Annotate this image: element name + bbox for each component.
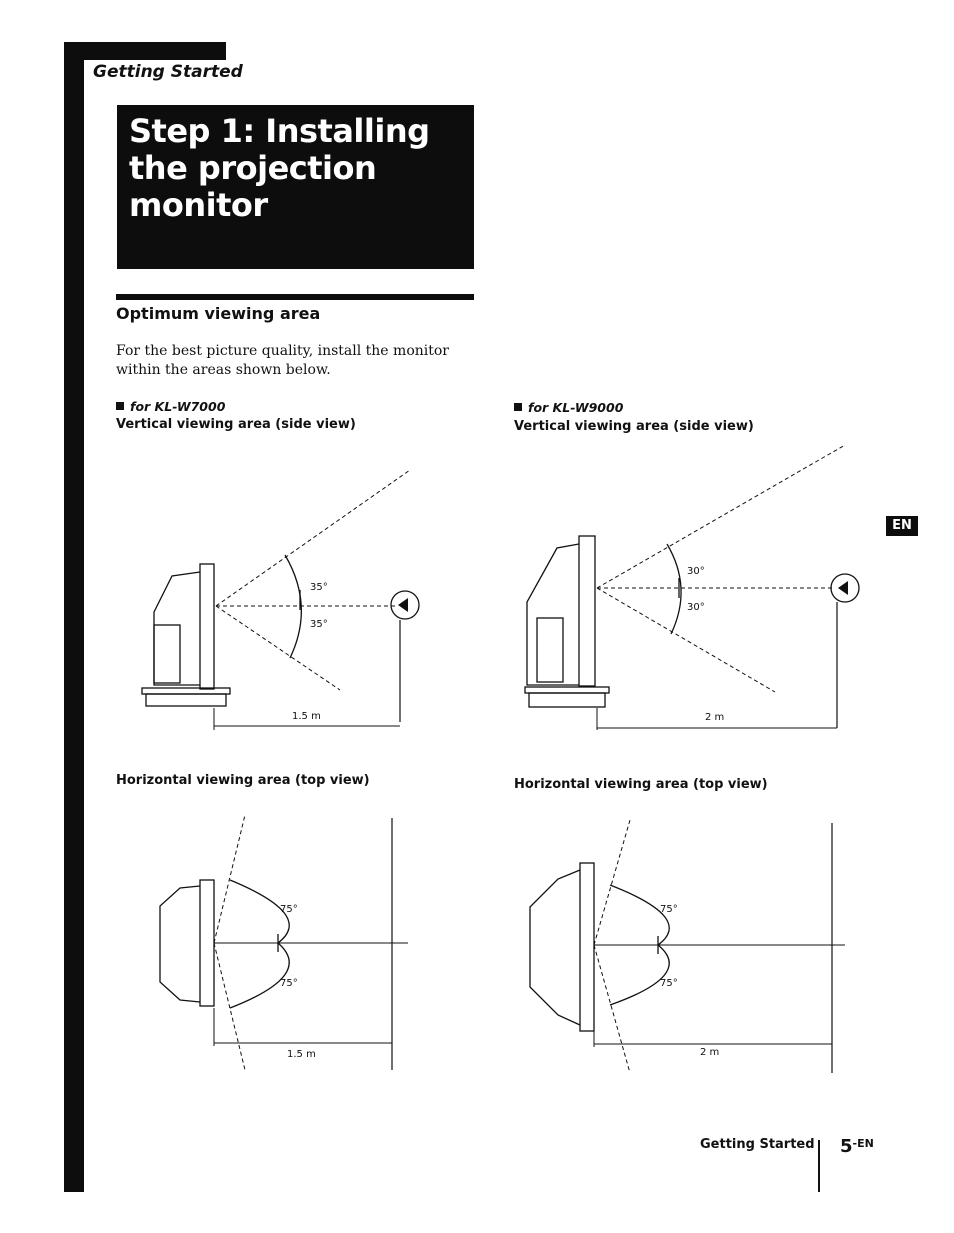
model-label-left	[116, 399, 225, 414]
page-number-suffix: -EN	[852, 1137, 874, 1150]
left-margin-bar	[64, 42, 84, 1192]
angle-bottom-right: 30°	[687, 602, 705, 613]
footer-divider	[818, 1140, 820, 1192]
h-angle-top-right: 75°	[660, 904, 678, 915]
title-box	[117, 105, 474, 269]
vertical-diagram-left	[130, 460, 430, 735]
horizontal-title-left: Horizontal viewing area (top view)	[116, 773, 370, 788]
horizontal-diagram-left	[150, 810, 420, 1075]
vertical-title-left: Vertical viewing area (side view)	[116, 417, 356, 432]
page-number-value: 5	[840, 1136, 853, 1157]
distance-left: 1.5 m	[292, 711, 321, 722]
title-line-3: monitor	[129, 186, 268, 224]
heading-rule	[116, 294, 474, 300]
angle-top-left: 35°	[310, 582, 328, 593]
page-number	[840, 1136, 874, 1157]
language-badge: EN	[886, 516, 918, 536]
bullet-square-icon	[514, 403, 522, 411]
bullet-square-icon	[116, 402, 124, 410]
h-distance-right: 2 m	[700, 1047, 720, 1058]
model-name-right: for KL-W9000	[528, 400, 624, 415]
top-section-tab	[64, 42, 226, 60]
angle-bottom-left: 35°	[310, 619, 328, 630]
intro-text: For the best picture quality, install the monitor within the areas shown below.	[116, 343, 449, 378]
model-label-right	[514, 400, 623, 415]
h-angle-bottom-left: 75°	[280, 978, 298, 989]
horizontal-title-right: Horizontal viewing area (top view)	[514, 777, 768, 792]
distance-right: 2 m	[705, 712, 725, 723]
model-name-left: for KL-W7000	[130, 399, 226, 414]
title-line-2: the projection	[129, 149, 377, 187]
optimum-heading: Optimum viewing area	[116, 304, 321, 323]
footer-section-label: Getting Started	[700, 1137, 815, 1152]
angle-top-right: 30°	[687, 566, 705, 577]
horizontal-diagram-right	[520, 815, 850, 1077]
vertical-diagram-right	[515, 440, 865, 735]
h-angle-top-left: 75°	[280, 904, 298, 915]
monitor-top-icon	[160, 880, 214, 1006]
monitor-top-icon	[530, 863, 594, 1031]
section-label: Getting Started	[93, 62, 243, 82]
h-angle-bottom-right: 75°	[660, 978, 678, 989]
monitor-side-icon	[525, 536, 609, 707]
title-line-1: Step 1: Installing	[129, 112, 430, 150]
h-distance-left: 1.5 m	[287, 1049, 316, 1060]
monitor-side-icon	[142, 564, 230, 706]
vertical-title-right: Vertical viewing area (side view)	[514, 419, 754, 434]
